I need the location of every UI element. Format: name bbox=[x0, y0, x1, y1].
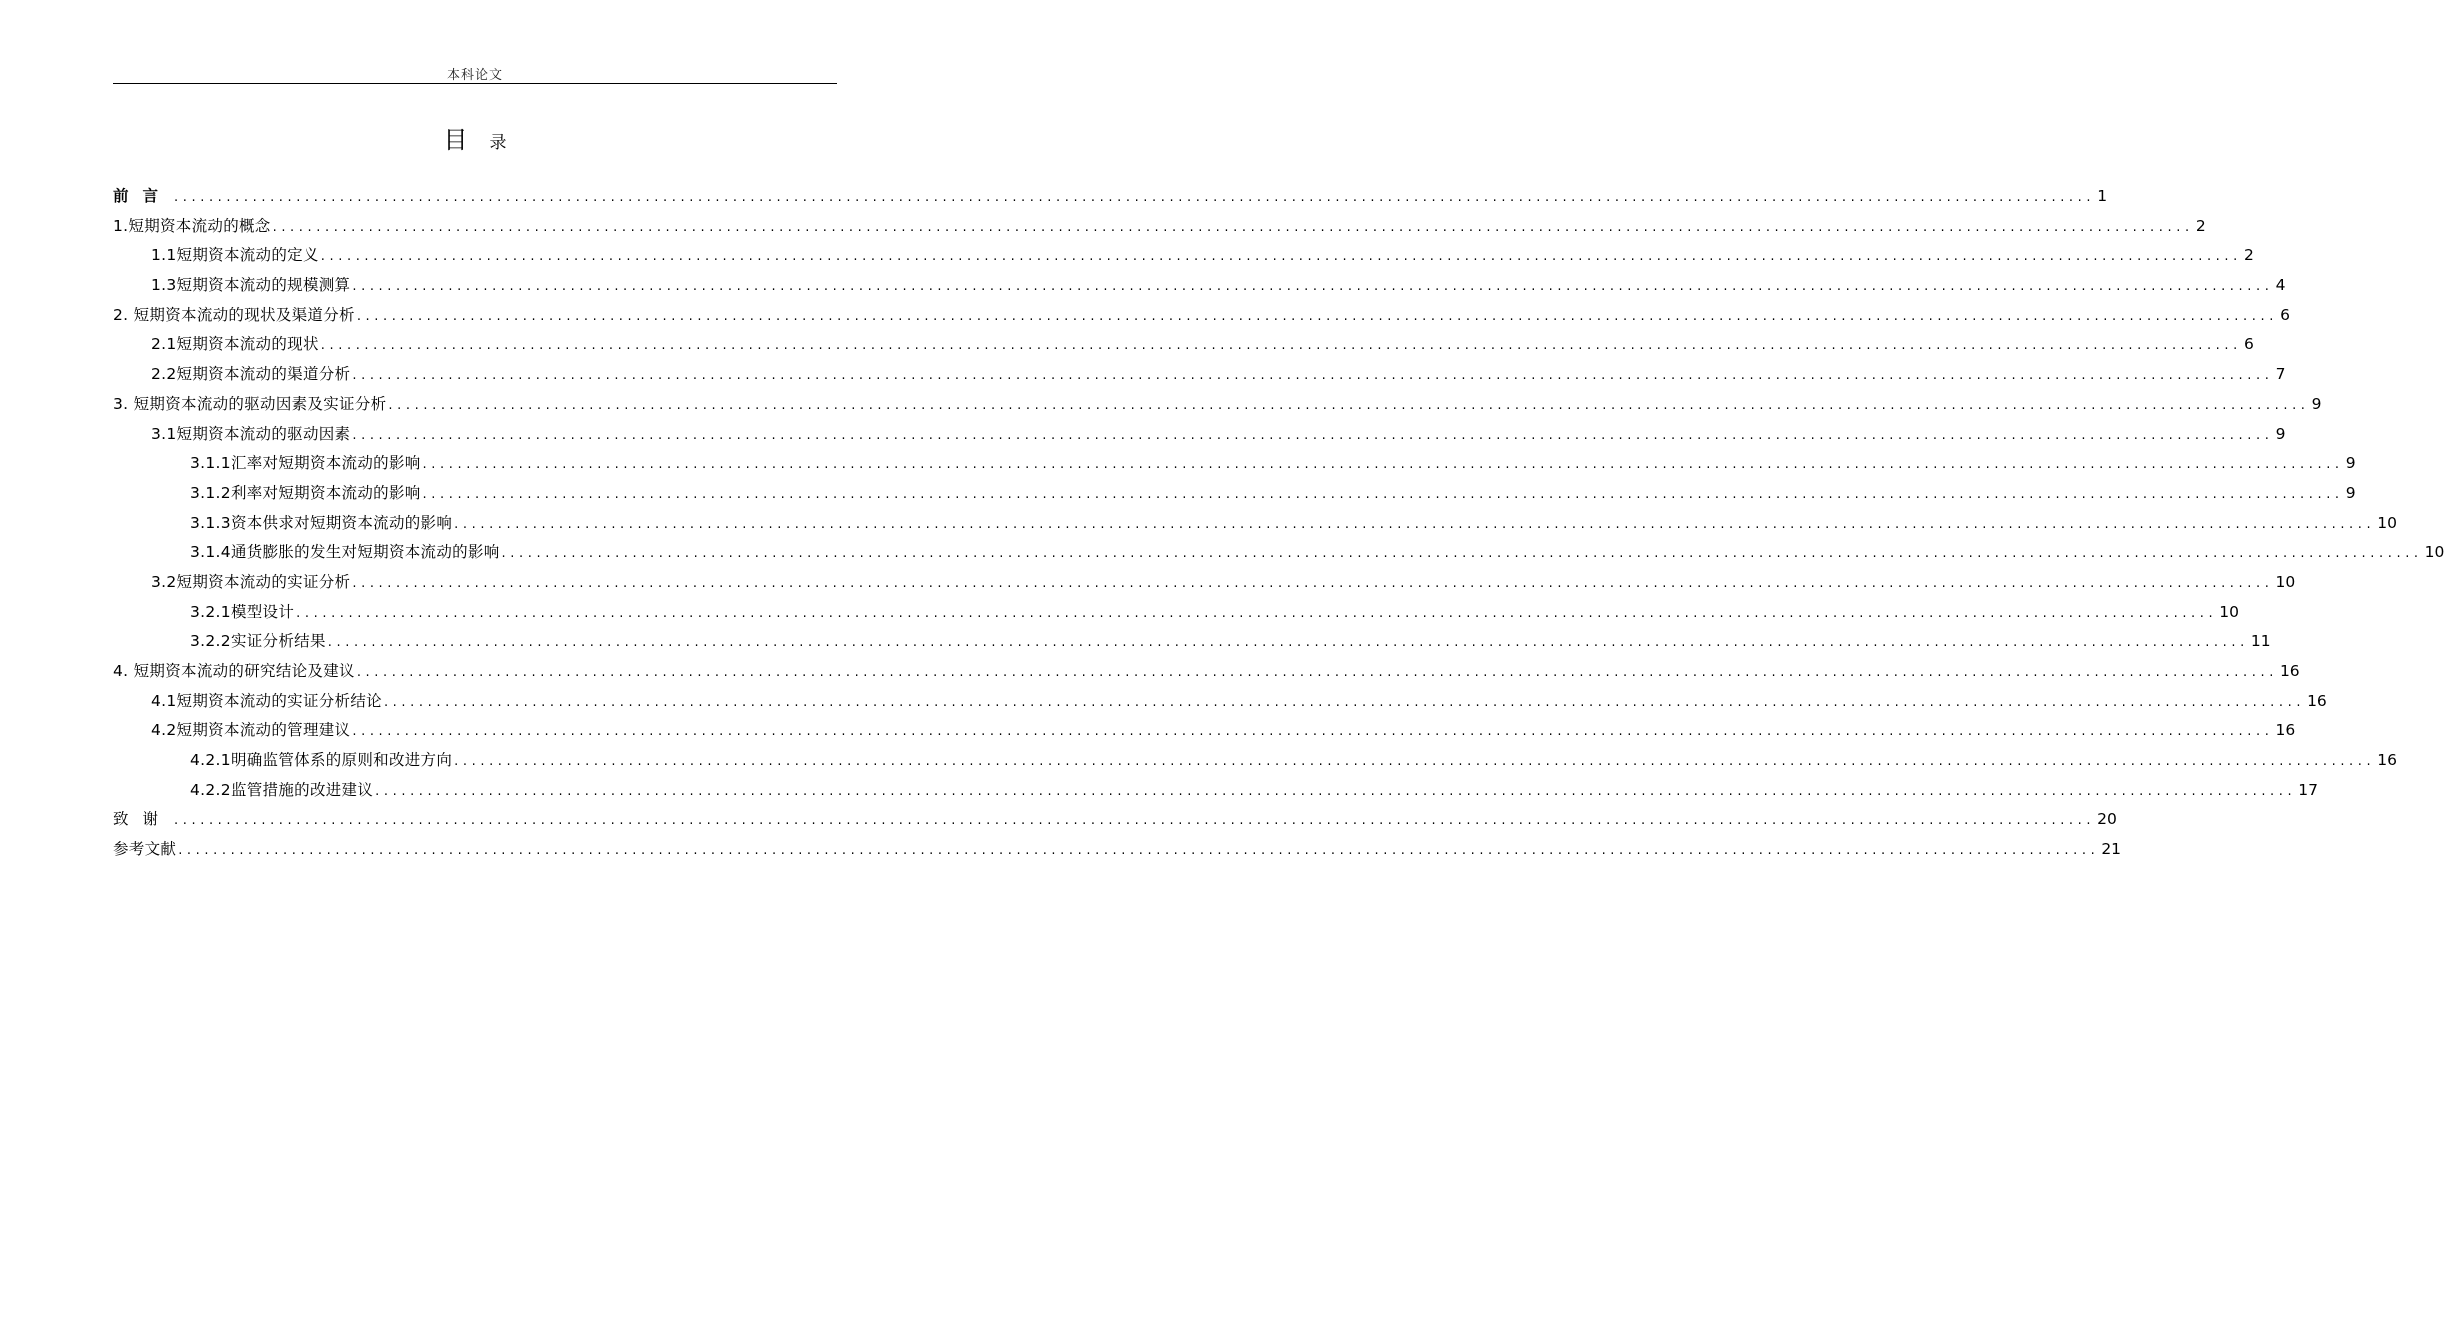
table-of-contents bbox=[113, 182, 2444, 865]
toc-leader-dots: ............................................................................................................................................................................................................................ bbox=[296, 605, 2218, 621]
toc-entry-label: 3. 短期资本流动的驱动因素及实证分析 bbox=[113, 394, 387, 413]
toc-leader-dots: ............................................................................................................................................................................................................................ bbox=[388, 397, 2310, 413]
toc-entry-page-number: 10 bbox=[2275, 572, 2296, 591]
toc-entry-label: 2.1短期资本流动的现状 bbox=[151, 335, 319, 354]
toc-entry[interactable] bbox=[113, 835, 2122, 865]
toc-entry-page-number: 6 bbox=[2244, 335, 2254, 354]
toc-leader-dots: ............................................................................................................................................................................................................................ bbox=[272, 219, 2194, 235]
toc-entry-label: 3.2短期资本流动的实证分析 bbox=[151, 572, 351, 591]
toc-entry[interactable] bbox=[113, 805, 2117, 835]
toc-entry-page-number: 10 bbox=[2377, 513, 2397, 532]
toc-entry-page-number: 20 bbox=[2097, 810, 2117, 829]
toc-entry-label: 3.1.2利率对短期资本流动的影响 bbox=[190, 483, 421, 502]
toc-leader-dots: ............................................................................................................................................................................................................................ bbox=[352, 279, 2274, 295]
toc-leader-dots: ............................................................................................................................................................................................................................ bbox=[352, 368, 2274, 384]
toc-entry-page-number: 16 bbox=[2307, 691, 2327, 710]
toc-entry[interactable] bbox=[113, 716, 2296, 746]
toc-entry-page-number: 16 bbox=[2275, 721, 2296, 740]
toc-entry-label: 4.2短期资本流动的管理建议 bbox=[151, 721, 351, 740]
toc-entry-page-number: 9 bbox=[2275, 424, 2286, 443]
toc-entry-page-number: 10 bbox=[2219, 602, 2239, 621]
toc-entry-page-number: 7 bbox=[2275, 365, 2286, 384]
toc-leader-dots: ............................................................................................................................................................................................................................ bbox=[327, 635, 2249, 651]
toc-entry[interactable] bbox=[113, 330, 2254, 360]
toc-leader-dots: ............................................................................................................................................................................................................................ bbox=[352, 427, 2274, 443]
toc-entry[interactable] bbox=[113, 657, 2300, 687]
toc-leader-dots: ............................................................................................................................................................................................................................ bbox=[501, 546, 2423, 562]
toc-entry[interactable] bbox=[113, 420, 2286, 450]
toc-entry-page-number: 2 bbox=[2244, 246, 2254, 265]
toc-entry-label: 3.1.1汇率对短期资本流动的影响 bbox=[190, 454, 421, 473]
toc-entry-label: 2. 短期资本流动的现状及渠道分析 bbox=[113, 305, 355, 324]
toc-entry-page-number: 1 bbox=[2097, 187, 2108, 205]
toc-entry-label: 3.2.2实证分析结果 bbox=[190, 632, 326, 651]
toc-leader-dots: ............................................................................................................................................................................................................................ bbox=[178, 843, 2100, 859]
toc-entry-page-number: 9 bbox=[2311, 394, 2322, 413]
toc-entry-label: 1.1短期资本流动的定义 bbox=[151, 246, 319, 265]
toc-entry[interactable] bbox=[113, 568, 2296, 598]
toc-entry-page-number: 6 bbox=[2280, 305, 2290, 324]
toc-entry[interactable] bbox=[113, 776, 2318, 806]
toc-entry-label: 1.短期资本流动的概念 bbox=[113, 216, 271, 235]
toc-entry-page-number: 21 bbox=[2101, 840, 2122, 859]
toc-leader-dots: ............................................................................................................................................................................................................................ bbox=[352, 575, 2274, 591]
toc-entry[interactable] bbox=[113, 390, 2322, 420]
toc-entry-label: 4.2.1明确监管体系的原则和改进方向 bbox=[190, 751, 453, 770]
toc-entry[interactable] bbox=[113, 479, 2356, 509]
toc-leader-dots: ............................................................................................................................................................................................................................ bbox=[320, 338, 2242, 354]
toc-entry-label: 2.2短期资本流动的渠道分析 bbox=[151, 365, 351, 384]
toc-leader-dots: ............................................................................................................................................................................................................................ bbox=[174, 190, 2096, 205]
toc-entry[interactable] bbox=[113, 212, 2206, 242]
toc-leader-dots: ............................................................................................................................................................................................................................ bbox=[454, 516, 2376, 532]
toc-leader-dots: ............................................................................................................................................................................................................................ bbox=[356, 308, 2278, 324]
toc-entry-label: 4.1短期资本流动的实证分析结论 bbox=[151, 691, 382, 710]
toc-heading bbox=[0, 120, 950, 155]
toc-entry[interactable] bbox=[113, 687, 2327, 717]
toc-entry-page-number: 4 bbox=[2275, 276, 2286, 295]
toc-entry[interactable] bbox=[113, 182, 2108, 212]
toc-entry-page-number: 10 bbox=[2424, 543, 2444, 562]
toc-heading-sub: 录 bbox=[489, 133, 507, 153]
header-divider bbox=[113, 83, 837, 84]
toc-entry-label: 4.2.2监管措施的改进建议 bbox=[190, 780, 374, 799]
toc-leader-dots: ............................................................................................................................................................................................................................ bbox=[454, 754, 2376, 770]
toc-entry[interactable] bbox=[113, 241, 2254, 271]
toc-entry-label: 3.1.4通货膨胀的发生对短期资本流动的影响 bbox=[190, 543, 500, 562]
toc-entry[interactable] bbox=[113, 509, 2397, 539]
toc-entry-page-number: 2 bbox=[2195, 216, 2206, 235]
toc-leader-dots: ............................................................................................................................................................................................................................ bbox=[320, 249, 2242, 265]
toc-entry-label: 3.2.1模型设计 bbox=[190, 602, 295, 621]
toc-entry[interactable] bbox=[113, 538, 2444, 568]
toc-leader-dots: ............................................................................................................................................................................................................................ bbox=[356, 665, 2278, 680]
page-header-title: 本科论文 bbox=[446, 68, 503, 83]
toc-entry[interactable] bbox=[113, 301, 2290, 331]
toc-leader-dots: ............................................................................................................................................................................................................................ bbox=[383, 694, 2306, 710]
toc-entry-page-number: 9 bbox=[2345, 454, 2356, 473]
toc-entry[interactable] bbox=[113, 271, 2286, 301]
toc-entry[interactable] bbox=[113, 598, 2239, 628]
toc-entry-label: 参考文献 bbox=[113, 840, 177, 859]
toc-entry-label: 1.3短期资本流动的规模测算 bbox=[151, 276, 351, 295]
toc-leader-dots: ............................................................................................................................................................................................................................ bbox=[174, 813, 2096, 829]
toc-entry-page-number: 9 bbox=[2345, 483, 2356, 502]
toc-leader-dots: ............................................................................................................................................................................................................................ bbox=[352, 724, 2274, 740]
toc-entry-label: 前言 bbox=[113, 187, 173, 205]
toc-entry-label: 3.1短期资本流动的驱动因素 bbox=[151, 424, 351, 443]
toc-entry-page-number: 16 bbox=[2377, 751, 2397, 770]
toc-entry[interactable] bbox=[113, 746, 2397, 776]
toc-entry-label: 4. 短期资本流动的研究结论及建议 bbox=[113, 662, 355, 680]
toc-heading-main: 目 bbox=[443, 126, 468, 154]
toc-entry-page-number: 17 bbox=[2298, 780, 2318, 799]
toc-entry-page-number: 11 bbox=[2250, 632, 2271, 651]
toc-entry[interactable] bbox=[113, 627, 2271, 657]
toc-entry[interactable] bbox=[113, 449, 2356, 479]
toc-entry-label: 致谢 bbox=[113, 810, 173, 829]
toc-leader-dots: ............................................................................................................................................................................................................................ bbox=[422, 457, 2344, 473]
toc-leader-dots: ............................................................................................................................................................................................................................ bbox=[422, 486, 2344, 502]
toc-entry-page-number: 16 bbox=[2279, 662, 2300, 680]
toc-entry[interactable] bbox=[113, 360, 2286, 390]
toc-leader-dots: ............................................................................................................................................................................................................................ bbox=[375, 783, 2297, 799]
toc-entry-label: 3.1.3资本供求对短期资本流动的影响 bbox=[190, 513, 453, 532]
